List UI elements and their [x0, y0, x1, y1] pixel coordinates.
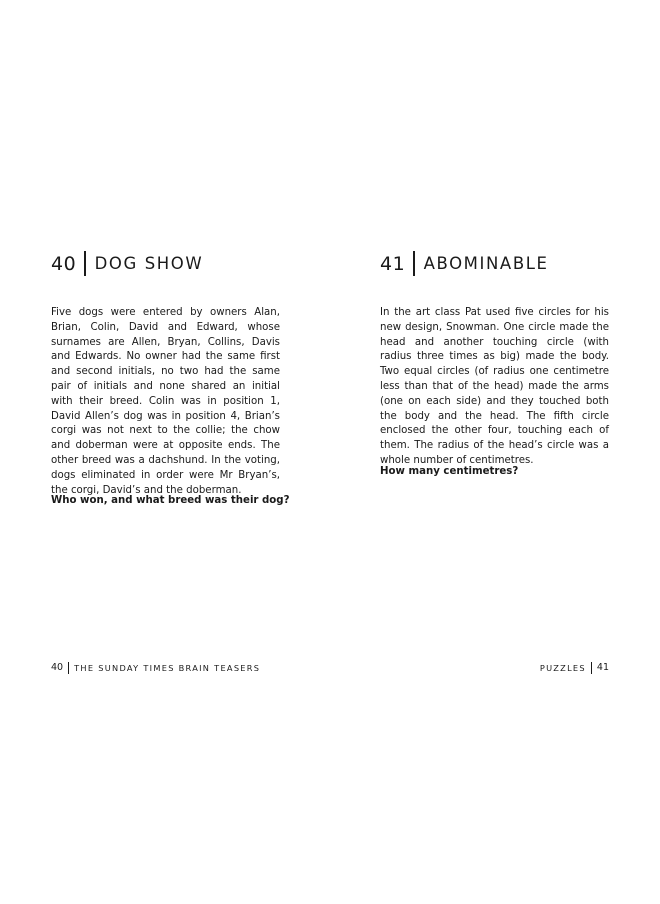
heading-divider	[84, 251, 85, 276]
puzzle-text: Five dogs were entered by owners Alan, Brian, Colin, David and Edward, whose surnames are Allen, Bryan, Collins, Davis and Edwards. No owner had the same first and second initials, no two had the same pair of initials and none shared an initial with their breed. Colin was in position 1, David Allen’s dog was in position 4, Brian’s corgi was not next to the collie; the chow and doberman were at opposite ends. The other breed was a dachshund. In the voting, dogs eliminated in order were Mr Bryan’s, the corgi, David’s and the doberman.	[51, 307, 280, 496]
running-footer	[51, 662, 260, 674]
heading-divider	[413, 251, 414, 276]
right-page	[330, 0, 660, 904]
section-title: PUZZLES	[539, 663, 586, 673]
puzzle-question: How many centimetres?	[380, 466, 519, 477]
book-title: THE SUNDAY TIMES BRAIN TEASERS	[74, 663, 261, 673]
puzzle-question: Who won, and what breed was their dog?	[51, 495, 290, 506]
puzzle-heading	[380, 251, 549, 276]
puzzle-heading	[51, 251, 203, 276]
page-number: 40	[51, 662, 64, 673]
puzzle-number: 40	[51, 252, 77, 275]
running-footer	[540, 662, 609, 674]
puzzle-title: DOG SHOW	[94, 253, 204, 273]
page-number: 41	[596, 662, 609, 673]
puzzle-title: ABOMINABLE	[423, 253, 549, 273]
puzzle-number: 41	[380, 252, 406, 275]
puzzle-text: In the art class Pat used five circles for his new design, Snowman. One circle made the head and another touching circle (with radius three times as big) made the body. Two equal circles (of radius one centimetre less than that of the head) made the arms (one on each side) and they touched both the body and the head. The fifth circle enclosed the other four, touching each of them. The radius of the head’s circle was a whole number of centimetres.	[380, 307, 609, 466]
footer-divider	[591, 662, 592, 674]
footer-divider	[68, 662, 69, 674]
